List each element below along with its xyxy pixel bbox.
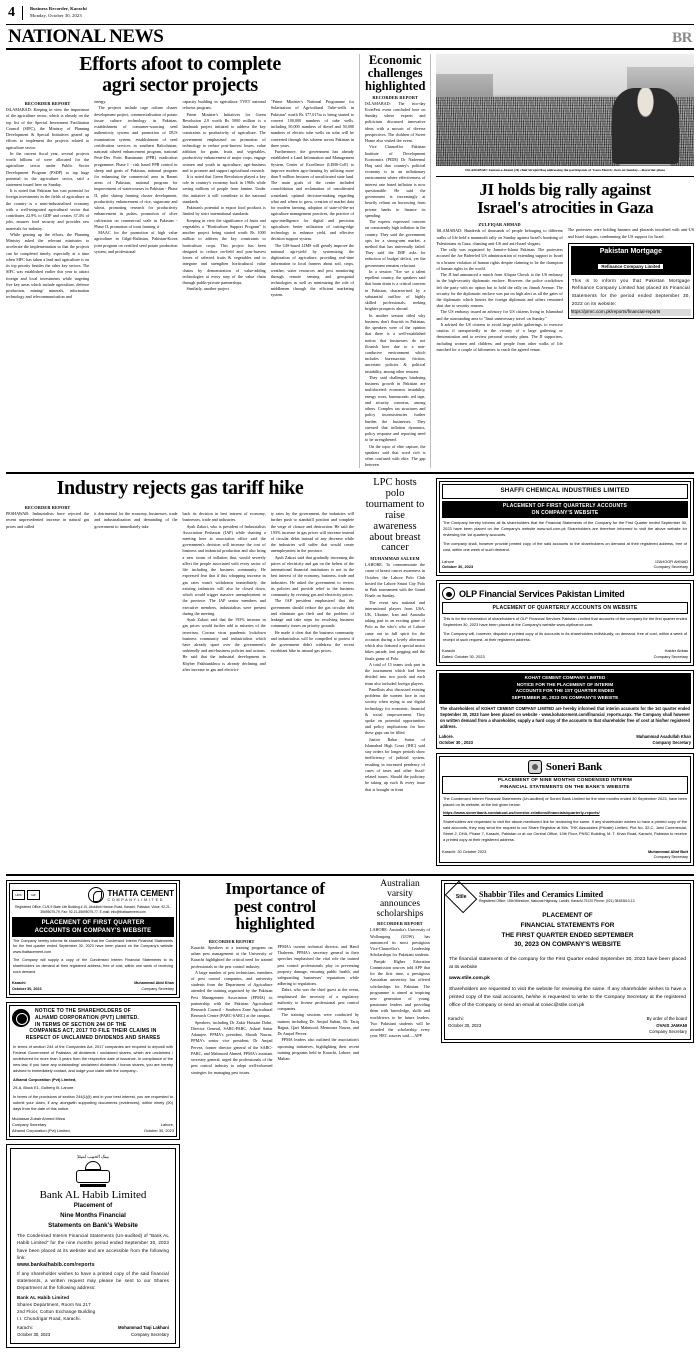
olp-date: Dated: October 30, 2023: [442, 654, 485, 660]
alhamd-date: October 30, 2023: [143, 1128, 174, 1134]
habib-addr-1: Bank AL Habib Limited: [17, 1294, 70, 1300]
publication-name: Business Recorder, Karachi: [30, 6, 87, 11]
econ-headline-line3: highlighted: [365, 78, 426, 93]
agri-headline-line1: Efforts afoot to complete: [79, 53, 281, 75]
ad-soneri-bank[interactable]: [436, 753, 694, 866]
alhamd-band-line5: RESPECT OF UNCLAIMED DIVIDENDS AND SHARES: [12, 1035, 174, 1042]
econ-headline-line2: challenges: [367, 65, 423, 80]
gas-col3-text: ty rates by the government, the industries will further push to standstill position and complete the verge of closure and destruction. He said the 193% increase in gas prices will increase instead of circular debts instead of any decrease while the industries will suffer that would create unemployment in the province. Ayub Zakori said that gradually increasing the prices of electricity and gas on the behest of the international financial institutions is not in the best interest of the economy, business, trade and industries. He asked the government to review its policies and provide relief to the business community by revising gas and electricity prices. The IAP president emphasized that the government should reduce the gas circular debt and eliminate gas theft and the problem of leakage and take steps for resolving business community issues on priority grounds. He made it clear that the business community and industrialists will be compelled to protest if the government didn't withdraw the recent exorbitant hike in natural gas prices.: [270, 511, 354, 654]
econ-byline: RECORDER REPORT: [372, 94, 419, 100]
soneri-designation: Company Secretary: [653, 854, 688, 860]
varsity-headline-line1: Australian: [380, 879, 420, 890]
stile-band-line1: PLACEMENT OF: [542, 912, 593, 920]
ji-col-1: [436, 220, 562, 353]
agri-col1-text: ISLAMABAD: Keeping in view the importance of the agriculture sector, which is already on the top list of the Special Investment Facilitation Council (SIFC), the Ministry of Planning Development & Special Initiatives geared up efforts to implement the projects related to agriculture sector. In the current fiscal year, several projects worth billions of were allocated for the agriculture sector under Public Sector Development Program (PSDP) to tap huge potential in the agriculture sector, said a statement issued here on Sunday. It is noted that Pakistan has vast potential for foreign investments in the fields of agriculture as the country is a semi-industrialised economy with a well-integrated agricultural sector that contributes 22.9% to GDP and creates 37.4% of jobs, ensures food security and provides raw materials for industry. While gearing up the efforts, the Planning Ministry asked the relevant ministries to accelerate the implementation so that the projects can be completed timely, especially at a time when SIFC has taken a lead and agriculture is on its top priority besides the other key sectors. The SIFC was established earlier this year to attract foreign and local investments while targeting five key areas which include agriculture, defence production, mining/ minerals, information technology and telecommunication and: [6, 107, 90, 300]
gas-col-3: [183, 503, 266, 673]
soneri-logo-icon: [528, 760, 542, 774]
page-number: 4: [8, 5, 15, 20]
ji-col-2: [568, 220, 694, 353]
right-ads-stack: [436, 478, 694, 870]
soneri-url[interactable]: https://www.soneribank.com/about-us/investor-relations/financials/quarterly-reports/: [443, 810, 600, 816]
kohat-band-line4: SEPTEMBER 30, 2023 ON COMPANY'S WEBSITE: [511, 695, 619, 701]
shaffi-band-line2: ON COMPANY'S WEBSITE: [531, 509, 599, 516]
left-ads-stack: [6, 880, 180, 1352]
thatta-logo-icon: [88, 887, 104, 903]
habib-crest-icon: [76, 1161, 110, 1187]
soneri-band: [442, 776, 688, 794]
lpc-headline-line5: cancer: [381, 542, 409, 554]
ji-headline-line1: JI holds big rally against: [479, 180, 652, 200]
shaffi-city: Lahore: [442, 558, 455, 564]
pest-headline-line2: pest control: [234, 896, 316, 916]
thatta-signatory: Muhammad Abid Khan: [134, 981, 174, 986]
alhamd-company-addr: 29-A, Block E1, Gulberg III, Lahore.: [13, 1085, 75, 1091]
stile-band-line3: THE FIRST QUARTER ENDED SEPTEMBER: [501, 931, 634, 939]
pest-col-1: [191, 937, 273, 1076]
lpc-headline-line4: about breast: [369, 531, 421, 543]
thatta-band-line1: PLACEMENT OF FIRST QUARTER: [41, 919, 145, 926]
gas-byline: RECORDER REPORT: [24, 505, 71, 511]
br-logo: BR: [672, 30, 692, 46]
alhamd-company-line: Alhamd Corporation (Pvt) Limited,: [12, 1128, 71, 1134]
soneri-band-line2: FINANCIAL STATEMENTS ON THE BANK'S WEBSITE: [500, 784, 630, 790]
varsity-text: LAHORE: Australia's University of Wollongong (UOW) has announced its most prestigious Vice-Chancellor's Leadership Scholarships for Pakistani students. Punjab Higher Education Commission sources told APP that for the first time, a prestigious Australian university has offered scholarships for Pakistan. The programme is aimed at inspiring new generation of young, passionate leaders and providing them with knowledge, skills and worldviews to be future leaders. Two Pakistani students will be awarded the scholarship every year, HEC sources said.—APP: [370, 927, 430, 1039]
pest-col-2: [278, 937, 360, 1076]
agri-col-1: [6, 99, 89, 300]
ad-pakistan-mortgage[interactable]: [568, 243, 694, 319]
middle-block: [6, 478, 694, 870]
kohat-footer: [439, 733, 691, 746]
right-block: [436, 54, 694, 468]
section-rule: [6, 48, 694, 50]
olp-band: PLACEMENT OF QUARTERLY ACCOUNTS ON WEBSITE: [442, 602, 688, 614]
varsity-headline-line2: varsity: [387, 889, 413, 900]
alhamd-designation: Company Secretary: [12, 1122, 47, 1128]
habib-sub-line1: Placement of: [73, 1202, 113, 1210]
habib-designation: Company Secretary: [131, 1331, 169, 1337]
gas-col-4: [271, 503, 354, 673]
alhamd-city: Lahore,: [160, 1122, 174, 1128]
habib-footer: [17, 1324, 169, 1338]
olp-signatory: Haider Abbas: [664, 648, 688, 654]
thatta-subname: C O M P A N Y L I M I T E D: [107, 897, 163, 902]
olp-footer: [442, 647, 688, 660]
ad-shabbir-tiles[interactable]: [441, 880, 694, 1042]
agri-headline-line2: agri sector projects: [102, 73, 258, 96]
bottom-block: [6, 880, 694, 1352]
soneri-signatory: Muhammad Altaf Butt: [647, 848, 688, 854]
agri-col-4: [271, 99, 354, 300]
alhamd-logo-icon: [12, 1009, 30, 1027]
soneri-body: The Condensed Interim Financial Statements (Un-audited) of Soneri Bank Limited for the nine months ended 30 September 2023, have been placed on its website, at the link given below: https://www.soneribank.com/about-us/investor-relations/financials/quarterly-reports/ Shareholders are requested to visit the above-mentioned link for reviewing the same. If any shareholder wishes to have a printed copy of the said accounts, they may send the request to our Share Registrar at M/s. THK Associates (Private) Limited, Plot No. 32-C, Jami Commercial, Street 2, DHA, Phase 7, Karachi, Pakistan or at our Central Office, 10th Floor, PNSC Building, M. T. Khan Road, Karachi, Pakistan to receive a printed copy at their registered address.: [443, 795, 687, 843]
soneri-footer: [442, 848, 688, 861]
econ-text: ISLAMABAD: The two-day EconFest event concluded here on Sunday where experts and politicians discussed innovative ideas with a mosaic of diverse perspectives. The children of Sweet Home also visited the event. Vice Chancellor Pakistan Institute of Development Economics (PIDE) Dr Nadeemul Haq said that country's political economy is in an inflationary environment where effectiveness of interest rate based inflation is now questionable. He said the government is increasingly at heavily reliant on borrowing from private banks to finance its spending. The experts expressed concern on consistently high inflation in the country. They said the government opts for a strong-arm market, a method that has universally failed. They said the IMF asks for reduction of budget deficit, yet the government remains reluctant. In a session "Are we a talent repellent country, the speakers said that brain drain is a critical concern in Pakistan, characterised by a substantial outflow of highly skilled professionals, seeking brighter prospects abroad. In another session titled why business don't flourish in Pakistan, the speakers were of the opinion that there is a well-established notion that businesses do not flourish here due to a non-conducive environment which includes bureaucratic friction, uncertain policies & political instability, among other reasons. They said challenges hindering business growth in Pakistan are multifaceted: economic instability, energy woes, bureaucratic red tape, and security concerns, among others. Complex tax structures and policy inconsistencies further burden the businesses. They stressed that inflation dynamics, policy response and reporting need to be strengthened. On the topic of elite capture, the speakers said that word rich is often confused with elite. The gap between: [365, 100, 426, 468]
thatta-city: Karachi: [12, 981, 26, 986]
habib-addr-3: 2nd Floor, Cotton Exchange Building: [17, 1308, 96, 1314]
shaffi-signatory: IZAHOOR AHMAD: [655, 558, 688, 564]
kohat-band-line2: NOTICE FOR THE PLACEMENT OF INTERIM: [516, 681, 614, 687]
soneri-name: Soneri Bank: [545, 760, 603, 773]
habib-name: Bank AL Habib Limited: [39, 1189, 147, 1202]
shaffi-band: [442, 501, 688, 519]
agri-col4-text: "Prime Minister's National Programme for Solarization of Agricultural Tube-wells in Pakistan" worth Rs 377,017m is being started to convert 100,000 numbers of tube wells, including 50,000 numbers of diesel and 50,000 numbers of electric tube wells on solar will be converted through this scheme across Pakistan in three years. Furthermore, the government has already established a Land Information and Management System, Center of Excellence (LIMS-CoE) to improve modern agro-farming by utilizing more than 9 million hectares of uncultivated state land. The main goals of the centre included consolidation and reclamation of uncultivated wasteland, optimal decision-making regarding what and where to grow, creation of market data for modern farming, adoption of state-of-the-art agriculture management practices, the practice of agro-intelligence for digital and precision agriculture, better utilization of cutting-edge technology to enhance yield, and effective decision support system. The GIS-based LIMS will greatly improve the national agri-yield by systemizing the digitization of agriculture, providing real-time information to local farmers about soil, crops, weather, water resources and pest monitoring through remote sensing and geospatial technologies as well as minimizing the role of middlemen through the efficient marketing system.: [270, 99, 354, 298]
habib-body-2: If any shareholder wishes to have a printed copy of the said financial statements, a written request may please be sent to our Shares Department at the following address:: [17, 1270, 169, 1291]
stile-city: Karachi:: [448, 1016, 464, 1022]
pest-byline: RECORDER REPORT: [208, 938, 255, 944]
pest-col2-text: PPMA's current technical director, and Hanif Thaheem, PPMA's secretary general in their speeches emphasised the vital role the trained pest control professionals play in preventing property damage, ensuring public health, and safeguarding businesses' reputations while adhering to regulations. Dahri, who was the chief guest at the event, emphasised the necessity of a regulatory authority to license professional pest control companies. The training sessions were conducted by trainers including Dr. Amjad Sultan, Dr. Tariq Rajput, Qazi Mahmood, Memoona Nawaz, and Dr Amjad Pervez. PPMA leaders also outlined the association's upcoming initiatives, highlighting their recent training programs held in Karachi, Lahore, and Multan.: [277, 943, 359, 1062]
varsity-byline: RECORDER REPORT: [377, 921, 423, 927]
pmrc-name-line2: Refinance Company Limited: [598, 264, 663, 269]
ad-thatta-cement[interactable]: [6, 880, 180, 998]
masthead-divider: [22, 6, 23, 20]
ji-headline-line2: Israel's atrocities in Gaza: [477, 197, 654, 217]
stile-date: October 30, 2023: [448, 1022, 482, 1028]
stile-name: Shabbir Tiles and Ceramics Limited: [479, 890, 604, 900]
olp-name: OLP Financial Services Pakistan Limited: [459, 588, 625, 599]
kohat-designation: Company Secretary: [652, 739, 691, 745]
stile-footer-left: By order of the board: [646, 1016, 687, 1022]
shaffi-band-line1: PLACEMENT OF FIRST QUARTERLY ACCOUNTS: [502, 502, 628, 509]
column-divider-2: [430, 54, 431, 468]
section-title: NATIONAL NEWS: [8, 26, 164, 47]
habib-city: Karachi:: [17, 1325, 33, 1331]
thatta-cert-urs: URS: [12, 890, 25, 900]
thatta-footer: [12, 980, 174, 992]
habib-body-1: The Condensed Interim Financial Statements (Un-audited) of "Bank AL Habib Limited" for the nine months period ended September 30, 2023 have been placed at its website and are accessible from the following link:: [17, 1233, 169, 1260]
agri-col2-text: energy. The projects include cage culture cluster development project, commercialisation of potato tissue culture technology in Pakistan, establishment of consumer-sourcing seed authenticity system and promotion of DUS examination system, establishment of seed certification services in southern Balochistan; national oilseed enhancement program, national Pesti-Des Potts Ruminants (PPR) eradication programme; Phase I - risk based PPR control in sheep and goats of Pakistan, national program for enhancing the commercial area in Barani areas of Pakistan, national program for improvement of watercourses in Pakistan - Phase II, pilot shrimp farming cluster development, productivity enhancement of rice, sugarcane and wheat, promoting research for productivity enhancement in pulses, promotion of olive cultivation on commercial scale in Pakistan - Phase II, promotion of trout farming it MAAC for the promotion of high value agriculture in Gilgit-Baltistan, Pakistan-Korea joint program on certified seed potato production system, and professional: [94, 99, 178, 254]
gas-col-2: [94, 503, 177, 673]
thatta-body: The Company hereby informs its shareholders that the Condensed Interim Financial Statements for the first quarter ended September 30, 2023 have been placed on the Company's website www.thattacement.com The Company will supply a copy of the Condensed Interim Financial Statements to its shareholders on demand at their registered address, free of cost, within one week of receiving such demand.: [13, 938, 173, 974]
stile-band: [448, 911, 687, 949]
habib-addr-2: Shares Department, Room No.217: [17, 1301, 91, 1307]
shaffi-body: The Company hereby informs all its shareholders that the Financial Statements of the Company for the First Quarter ended September 30, 2023 have been placed on the Company's website www.scil.com.pk Shareholders are therefore informed to visit the above website for reviewing the 1st quarterly accounts. The company shall, however provide printed copy of the said accounts to the shareholders on demand at their registered address, free of cost, within one week of such demand.: [443, 520, 687, 552]
thatta-band-line2: ACCOUNTS ON COMPANY'S WEBSITE: [34, 927, 152, 934]
pest-headline-line3: highlighted: [235, 914, 315, 934]
varsity-headline-line4: scholarships: [376, 908, 424, 919]
alhamd-company-name: Alhamd Corporation (Pvt) Limited,: [13, 1076, 77, 1082]
section-bar: [6, 25, 694, 47]
varsity-headline-line3: announces: [379, 898, 421, 909]
kohat-band-line1: KOHAT CEMENT COMPANY LIMITED: [524, 675, 606, 681]
kohat-band-line3: ACCOUNTS FOR THE 1ST QUARTER ENDED: [515, 688, 615, 694]
lpc-headline-line1: LPC hosts polo: [373, 477, 417, 500]
thatta-address: Registered Office: CL/5-9 State Life Building # 10, Abdullah Haroon Road, Karachi, Pakistan. Voice: 92-21-35695075-79, Fax: 92-21-35695079-77. E-mail: info@thattacement.com: [15, 905, 171, 914]
habib-sub-line2: Nine Months Financial: [60, 1212, 126, 1220]
ad-olp-financial[interactable]: [436, 580, 694, 666]
alhamd-body: In terms of section 244 of the Companies Act, 2017 companies are required to deposit with Federal Government of Pakistan, all dividends / unclaimed shares, which are unclaimed / undelivered for more than 3 years from the respective date of issuance. In compliance of the new law, if you have any outstanding/ unclaimed dividends / bonus shares, you are hereby advised to immediately contact, and lodge your claim with the company:- Alhamd Corporation (Pvt) Limited, 29-A, Block E1, Gulberg III, Lahore. In terms of the provisions of section 244(1)(ii) and in your best interest, you are requested to submit your claim, if any, alongwith supporting documents (evidences), within ninety (90) days from the date of this notice.: [13, 1043, 173, 1111]
lpc-text: LAHORE: To commemorate the cause of breast cancer awareness in October, the Lahore Polo Club hosted the Lahore Smart City Polo in Pink tournament with the Grand Finale on Sunday. The event saw national and international players from USA, UK, Ukraine, Iran and Australia taking part in an exciting game of Polo as the who's who of Lahore came out in full spirit for the occasion during a lovely afternoon which also featured a special motor bikes parade, tent pegging and the finale game of Polo. A total of 15 teams took part in the tournament which had been divided into two pools and each team also included foreign players. Panellists also discussed existing problems the women face in our society when trying to use digital technology for economic, financial & social empowerment. They spoke on potential opportunities and policy implications for how these gaps can be filled. Justice Babar Sattar of Islamabad High Court (IHC) said stay orders for longer periods show inefficiency of judicial system, resulting in increased pendency of cases of taxes and other fiscal-related issues. Should the judiciary be taking up each & every issue that is brought in front: [365, 562, 425, 792]
ad-kohat-cement[interactable]: [436, 670, 694, 749]
agri-col-3: [183, 99, 266, 300]
stile-band-line2: FINANCIAL STATEMENTS FOR: [520, 921, 615, 929]
thatta-band: [12, 917, 174, 937]
gas-col2-text: back its decision in best interest of economy, businesses, trade and industries. Ayub Zakori, who is president of Industrialists Association Peshawar (IAP) while chairing a meeting here at association office said the government's decision will increase the cost of business and industrial production and also bring a new storm of inflation that, would severely affect the people associated with every sector of life including the business community. He expressed fear that if this whopping increase in gas rates wasn't withdrawn immediately, the existing industries will also be closed down, which would trigger massive unemployment in the province. The IAP senior members and executive members, industrialists were present during the meeting. Ayub Zakori said that the 193% increase in gas prices would further add to miseries of the terrorism, Corona virus pandemic lockdown business community and industrialists which have already upset over the government's unfriendly and anti-business policies and actions. He said that the industrial development in Khyber Pakhtunkhwa is already declining and after increase in gas and electrici-: [182, 511, 266, 672]
shaffi-name: SHAFFI CHEMICAL INDUSTRIES LIMITED: [442, 484, 688, 498]
econ-story: [365, 54, 425, 468]
stile-address: Registered Office: 15th Milestone, National Highway, Landhi, Karachi-75120 Phone: (021) 38183610-13: [479, 899, 635, 904]
stile-signatory: OVAIS JAMANI: [656, 1022, 687, 1028]
gas-col1-text: it detrimental for the economy, businesses, trade and industrialization and demanding of the government to immediately take: [94, 511, 178, 529]
soneri-band-line1: PLACEMENT OF NINE MONTHS CONDENSED INTERIM: [497, 778, 633, 784]
thatta-cert-iaf: IAF: [27, 890, 40, 900]
ad-shaffi-chemical[interactable]: [436, 478, 694, 576]
habib-sub-line3: Statements on Bank's Website: [48, 1222, 138, 1230]
habib-link[interactable]: www.bankalhabib.com/reports: [17, 1262, 95, 1269]
top-block: [6, 54, 694, 468]
photo-caption: ISLAMABAD: Jamaat-e-Islami (JI) chief Sirajul Haq addressing the participants of 'Gaza March', here on Sunday.—Recorder photo: [465, 167, 666, 172]
soneri-city-date: Karachi: 30 October 2023: [442, 848, 487, 854]
thatta-date: October 30, 2023: [12, 986, 42, 991]
alhamd-band-line4: COMPANIES ACT, 2017 TO FILE THEIR CLAIMS IN: [12, 1028, 174, 1035]
pmrc-logo-band: [571, 246, 691, 275]
pmrc-url[interactable]: https://pmrc.com.pk/reports/financial-reports: [571, 309, 691, 316]
agri-col-2: [94, 99, 177, 300]
alhamd-band-line2: ALHAMD CORPORATION (PVT) LIMITED.: [33, 1015, 174, 1022]
agri-col3-text: capacity building in agriculture TVET national reforms program. Prime Minister's Initiatives for Green Revolution 2.0 worth Rs 5000 million is a landmark project initiated to address the key constraints to productivity of agriculture. The government emphasised on promotion of technology to reduce post-harvest losses, value addition for grain, fruits and vegetables, productivity enhancement of major crops, engage women and youth in agriculture, agri-business and to promote and support agricultural research. It is noted that Green Revolution played a key role in country's economy back in 1960s while saving millions of people from famine. Under this initiative it will contribute to the national standards. Pakistan's potential to export food products is limited by strict international standards. Keeping in view the significance of fruits and vegetables a "Horticulture Support Program" is another project being started worth Rs 1000 million to address the key constraints to horticulture crops. This project has been designed to reduce on-field and post-harvest losses of selected fruits & vegetables and to integrate and strengthen horticultural value chains by demonstration of value-adding technologies at every step of the value chain through public-private partnerships. Similarly, another project: [182, 99, 266, 292]
lpc-story: [365, 478, 425, 792]
stile-body: The financial statements of the company for the First Quarter ended September 30, 2023 have been placed at its website www.stile.com.pk Shareholders are requested to visit the website for reviewing the same. If any shareholder wishes to have a printed copy of the said accounts, he/she is requested to write to the Company Secretary at the registered office of the Company or send an email at cosec@stile.com.pk: [449, 956, 686, 1009]
shaffi-footer: [442, 558, 688, 571]
habib-addr-4: I.I. Chundrigar Road, Karachi.: [17, 1316, 82, 1322]
kohat-date: October 30 , 2023: [439, 739, 473, 745]
stile-ad-wrap: [441, 880, 694, 1046]
gas-headline: Industry rejects gas tariff hike: [56, 477, 304, 500]
column-divider: [359, 54, 360, 468]
shaffi-designation: Company Secretary: [653, 564, 688, 570]
olp-designation: Company Secretary: [653, 654, 688, 660]
ji-col1-text: ISLAMABAD: Hundreds of thousands of people belonging to different walks of life held a mammoth rally on Sunday against Israel's bombing of Palestinians in Gaza, chanting anti-US and anti-Israel slogans. The rally was organized by Jamat-e-Islami Pakistan. The protesters accused the Joe Biden-led US administration of extending support to Israel in a brazen violation of human rights despite claiming to be the champion of human rights in the world. The JI had announced a march from Aliqara Chowk to the US embassy in the high-security diplomatic enclave. However, the police crackdown left the party with no option but to hold the rally on Jinnah Avenue. The security for the diplomatic enclave was put on high alert as all the gates of the diplomatic which houses the foreign diplomats and others remained shut due to security reasons. The US embassy issued an advisory for US citizens living in Islamabad and the surrounding area to "limit unnecessary travel on Sunday." It advised the US citizens to avoid large public gatherings, to exercise caution if unexpectedly in the vicinity of a large gathering or demonstration and to review personal security plans. The JI supporters, including women and children, and people from other walks of life marched for a couple of kilometres to reach the agreed venue.: [436, 228, 563, 352]
stile-designation: Company Secretary: [649, 1029, 687, 1035]
stile-logo-text: Stile: [455, 894, 467, 901]
kohat-signatory: Muhammad Asadullah Khan: [636, 733, 691, 739]
stile-footer: [448, 1015, 687, 1035]
olp-city: Karachi: [442, 648, 456, 654]
ji-byline: ZULFIQAR AHMAD: [478, 222, 521, 228]
lower-rule: [6, 874, 694, 876]
kohat-city: Lahore.: [439, 733, 454, 739]
lpc-headline-line2: tournament to: [365, 499, 425, 511]
varsity-story: [370, 880, 430, 1039]
pest-story: [191, 880, 359, 1075]
pmrc-body: This is to inform you that Pakistan Mortgage Refinance Company Limited has placed its Financial Statements for the period ended September 30, 2023 on its website:: [571, 277, 690, 306]
gas-story: [6, 478, 354, 673]
gas-col-1: [6, 503, 89, 673]
publication-date: Monday, October 30, 2023: [30, 12, 82, 18]
alhamd-band-line1: NOTICE TO THE SHAREHOLDERS OF: [33, 1008, 174, 1015]
habib-signatory: Mohammad Taqi Lakhani: [117, 1325, 169, 1331]
kohat-band: [439, 673, 691, 704]
pest-headline-line1: Importance of: [225, 879, 325, 899]
agri-byline: RECORDER REPORT: [24, 101, 71, 107]
habib-date: October 30, 2023: [17, 1331, 51, 1337]
gaza-march-photo: [436, 54, 694, 166]
alhamd-footer: [12, 1116, 174, 1134]
shaffi-date: October 30, 2023: [442, 564, 474, 570]
thatta-designation: Company Secretary: [141, 986, 174, 991]
habib-urdu-text: بینک الحبیب لمیٹڈ: [77, 1154, 109, 1160]
pest-col1-text: Karachi: Speakers at a training program on urban pest management at the University of Karachi highlighted the critical need for trained professionals in the pest control industry. A large number of pest technicians, members of pest control companies, and university students from the Department of Agriculture attended the training organised by the Pakistan Pest Management Association (PPMA) in partnership with the Pakistan Agricultural Research Council - Southern Zone Agricultural Research Centre (PARC-SARC) at the campus. Speakers, including Dr Zakir Hussain Dahri, Director General, SARC-PARC, Ashraf Sattar Adamjee, PPMA's president, Shoaib Nawaz, PPMA's senior vice president; Dr Amjad Pervez, former director general of the SARC-PARC, and Mahmood Ahmed, PPMA's assistant secretary general, urged the professionals of the pest control industry to adopt well-informed strategies for managing pest issues.: [191, 944, 273, 1075]
gas-intro-text: PESHAWAR: Industrialists have rejected the recent unprecedented increase in natural gas prices and called: [6, 511, 90, 529]
ad-alhamd-corporation[interactable]: [6, 1002, 180, 1140]
pmrc-name-line1: Pakistan Mortgage: [599, 247, 662, 255]
masthead-publication-block: [30, 6, 87, 19]
stile-url[interactable]: www.stile.com.pk: [449, 975, 490, 981]
alhamd-band-line3: IN TERMS OF SECTION 244 OF THE: [33, 1022, 174, 1029]
lpc-byline: MUHAMMAD SALEEM: [370, 556, 420, 562]
ji-col2-text: The protesters were holding banners and placards inscribed with anti-US and Israel slogans, condemning the US support for Israel.: [567, 227, 694, 239]
agri-story: [6, 54, 354, 468]
thatta-name: THATTA CEMENT: [107, 888, 174, 898]
kohat-body: The shareholders of KOHAT CEMENT COMPANY LIMITED are hereby informed that interim accounts for the 1st quarter ended September 30, 2023 have been placed on website - www.kohatcement.com/financial_reports.aspx. The Company shall however on written demand from a shareholder, supply a hard copy of the accounts to that shareholder free of cost at his/her registered address.: [440, 705, 690, 730]
olp-logo-icon: [442, 587, 455, 600]
lpc-headline-line3: raise awareness: [373, 509, 417, 532]
ad-bank-al-habib[interactable]: [6, 1144, 180, 1348]
alhamd-signatory: Mudassar Zubair Ahmed Mirza: [12, 1116, 65, 1122]
econ-headline-line1: Economic: [368, 53, 422, 67]
stile-band-line4: 30, 2023 ON COMPANY'S WEBSITE: [514, 941, 621, 949]
olp-body: This is for the information of shareholders of OLP Financial Services Pakistan Limited that accounts of the company for the first quarter ended September 30, 2023 have been placed at the Company's website www.olpfinance.com. The Company will, however, dispatch a printed copy of its accounts to its shareholders individually, on demand, free of cost, within a week of receipt of such request, at their registered address.: [443, 616, 687, 642]
mid-rule: [6, 472, 694, 474]
masthead: [6, 0, 694, 22]
